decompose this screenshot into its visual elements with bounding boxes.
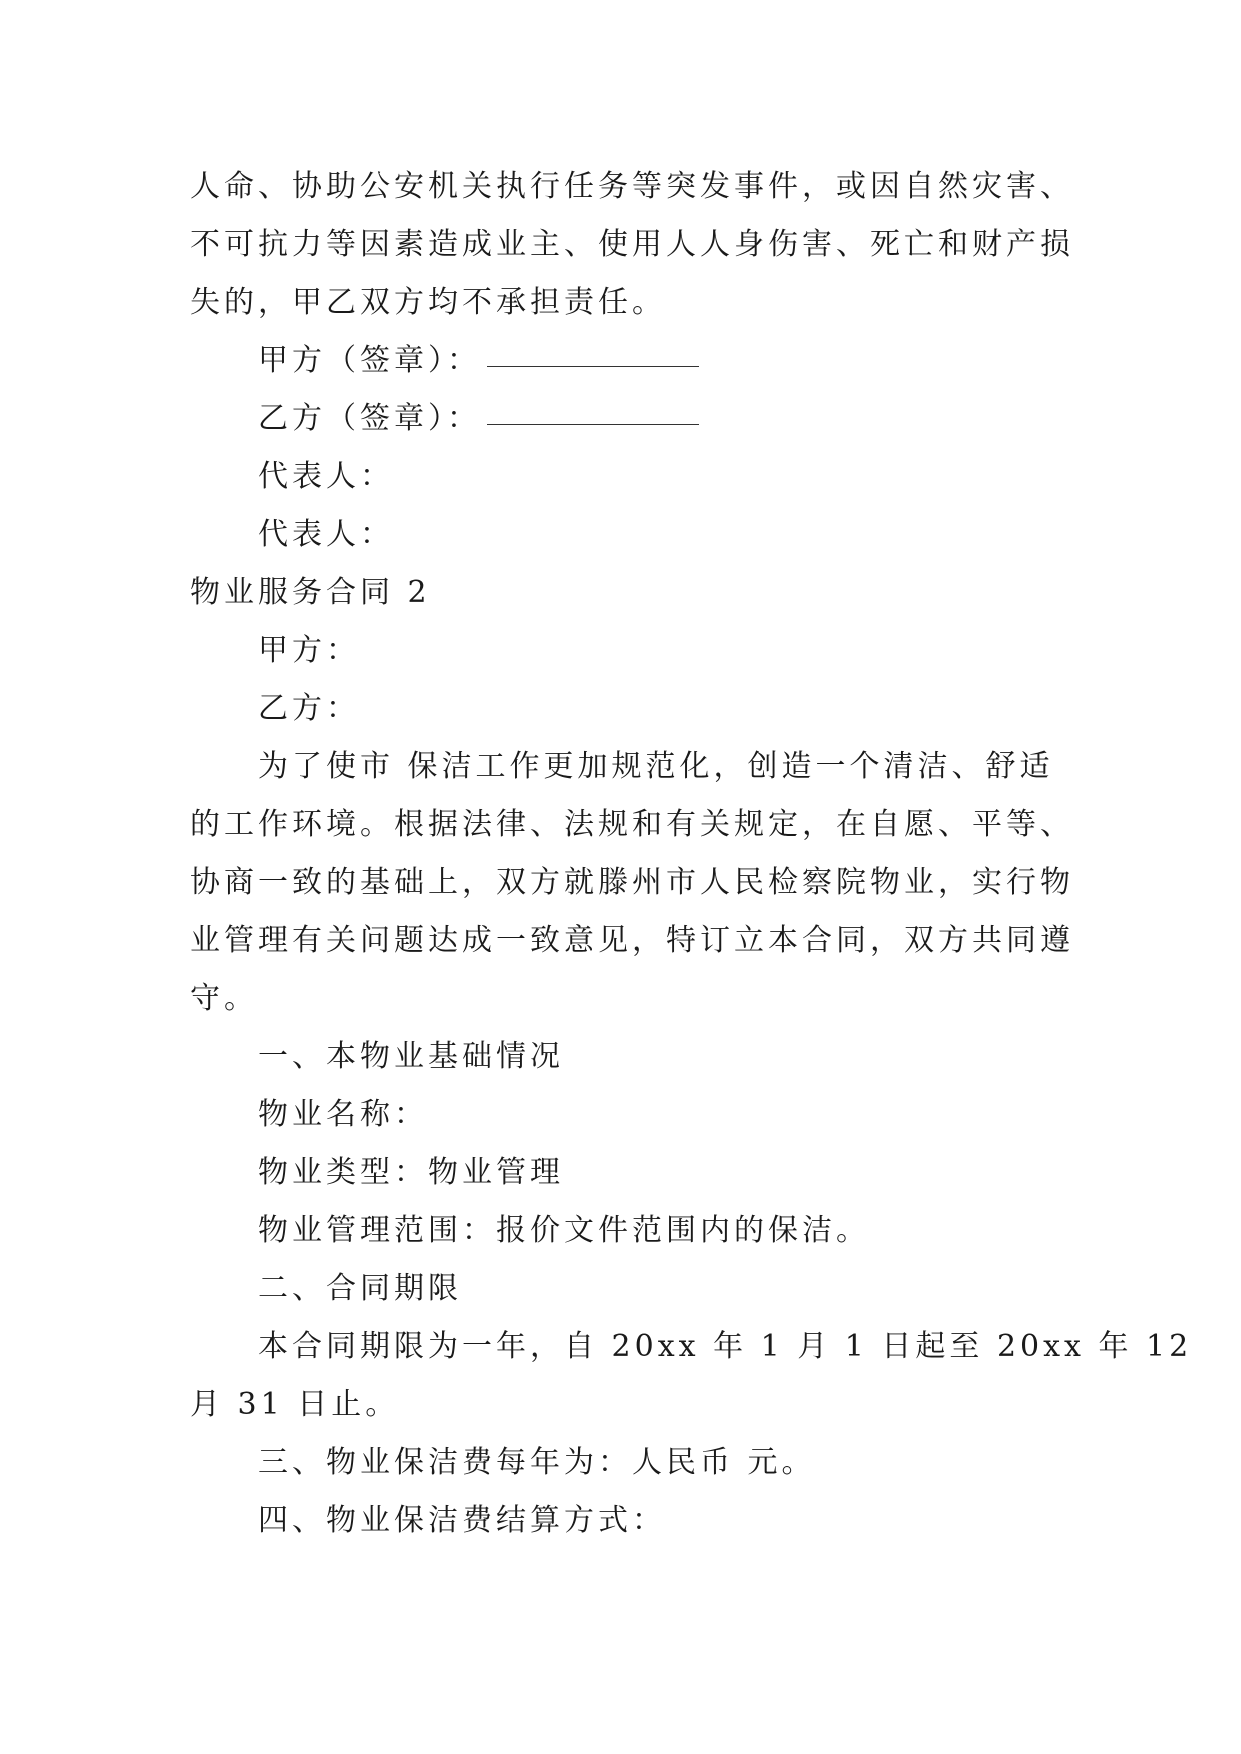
intro-line: 的工作环境。根据法律、法规和有关规定，在自愿、平等、 [190, 807, 1074, 842]
party-a: 甲方： [258, 633, 360, 668]
representative-b: 代表人： [258, 517, 394, 552]
party-b-signature-line [487, 423, 699, 425]
party-b-signature-label: 乙方（签章）： [258, 401, 481, 436]
party-a-signature [190, 332, 1058, 390]
party-a-signature-line [487, 365, 699, 367]
document-body [190, 158, 1193, 1550]
term-line: 本合同期限为一年，自 20xx 年 1 月 1 日起至 20xx 年 12 [258, 1329, 1193, 1364]
paragraph-line: 不可抗力等因素造成业主、使用人人身伤害、死亡和财产损 [190, 227, 1074, 262]
property-scope: 物业管理范围：报价文件范围内的保洁。 [258, 1213, 870, 1248]
term-line: 月 31 日止。 [190, 1387, 400, 1422]
representative-a: 代表人： [258, 459, 394, 494]
paragraph-line: 失的，甲乙双方均不承担责任。 [190, 285, 666, 320]
party-b: 乙方： [258, 691, 360, 726]
section-4: 四、物业保洁费结算方式： [258, 1503, 666, 1538]
intro-line: 为了使市 保洁工作更加规范化，创造一个清洁、舒适 [258, 749, 1054, 784]
section-3: 三、物业保洁费每年为：人民币 元。 [258, 1445, 816, 1480]
property-name: 物业名称： [258, 1097, 428, 1132]
contract-title: 物业服务合同 2 [190, 575, 431, 610]
intro-line: 守。 [190, 981, 258, 1016]
party-b-signature [190, 390, 1058, 448]
property-type: 物业类型：物业管理 [258, 1155, 564, 1190]
paragraph-line: 人命、协助公安机关执行任务等突发事件，或因自然灾害、 [190, 169, 1074, 204]
intro-line: 业管理有关问题达成一致意见，特订立本合同，双方共同遵 [190, 923, 1074, 958]
section-2-title: 二、合同期限 [258, 1271, 462, 1306]
section-1-title: 一、本物业基础情况 [258, 1039, 564, 1074]
intro-line: 协商一致的基础上，双方就滕州市人民检察院物业，实行物 [190, 865, 1074, 900]
party-a-signature-label: 甲方（签章）： [258, 343, 481, 378]
